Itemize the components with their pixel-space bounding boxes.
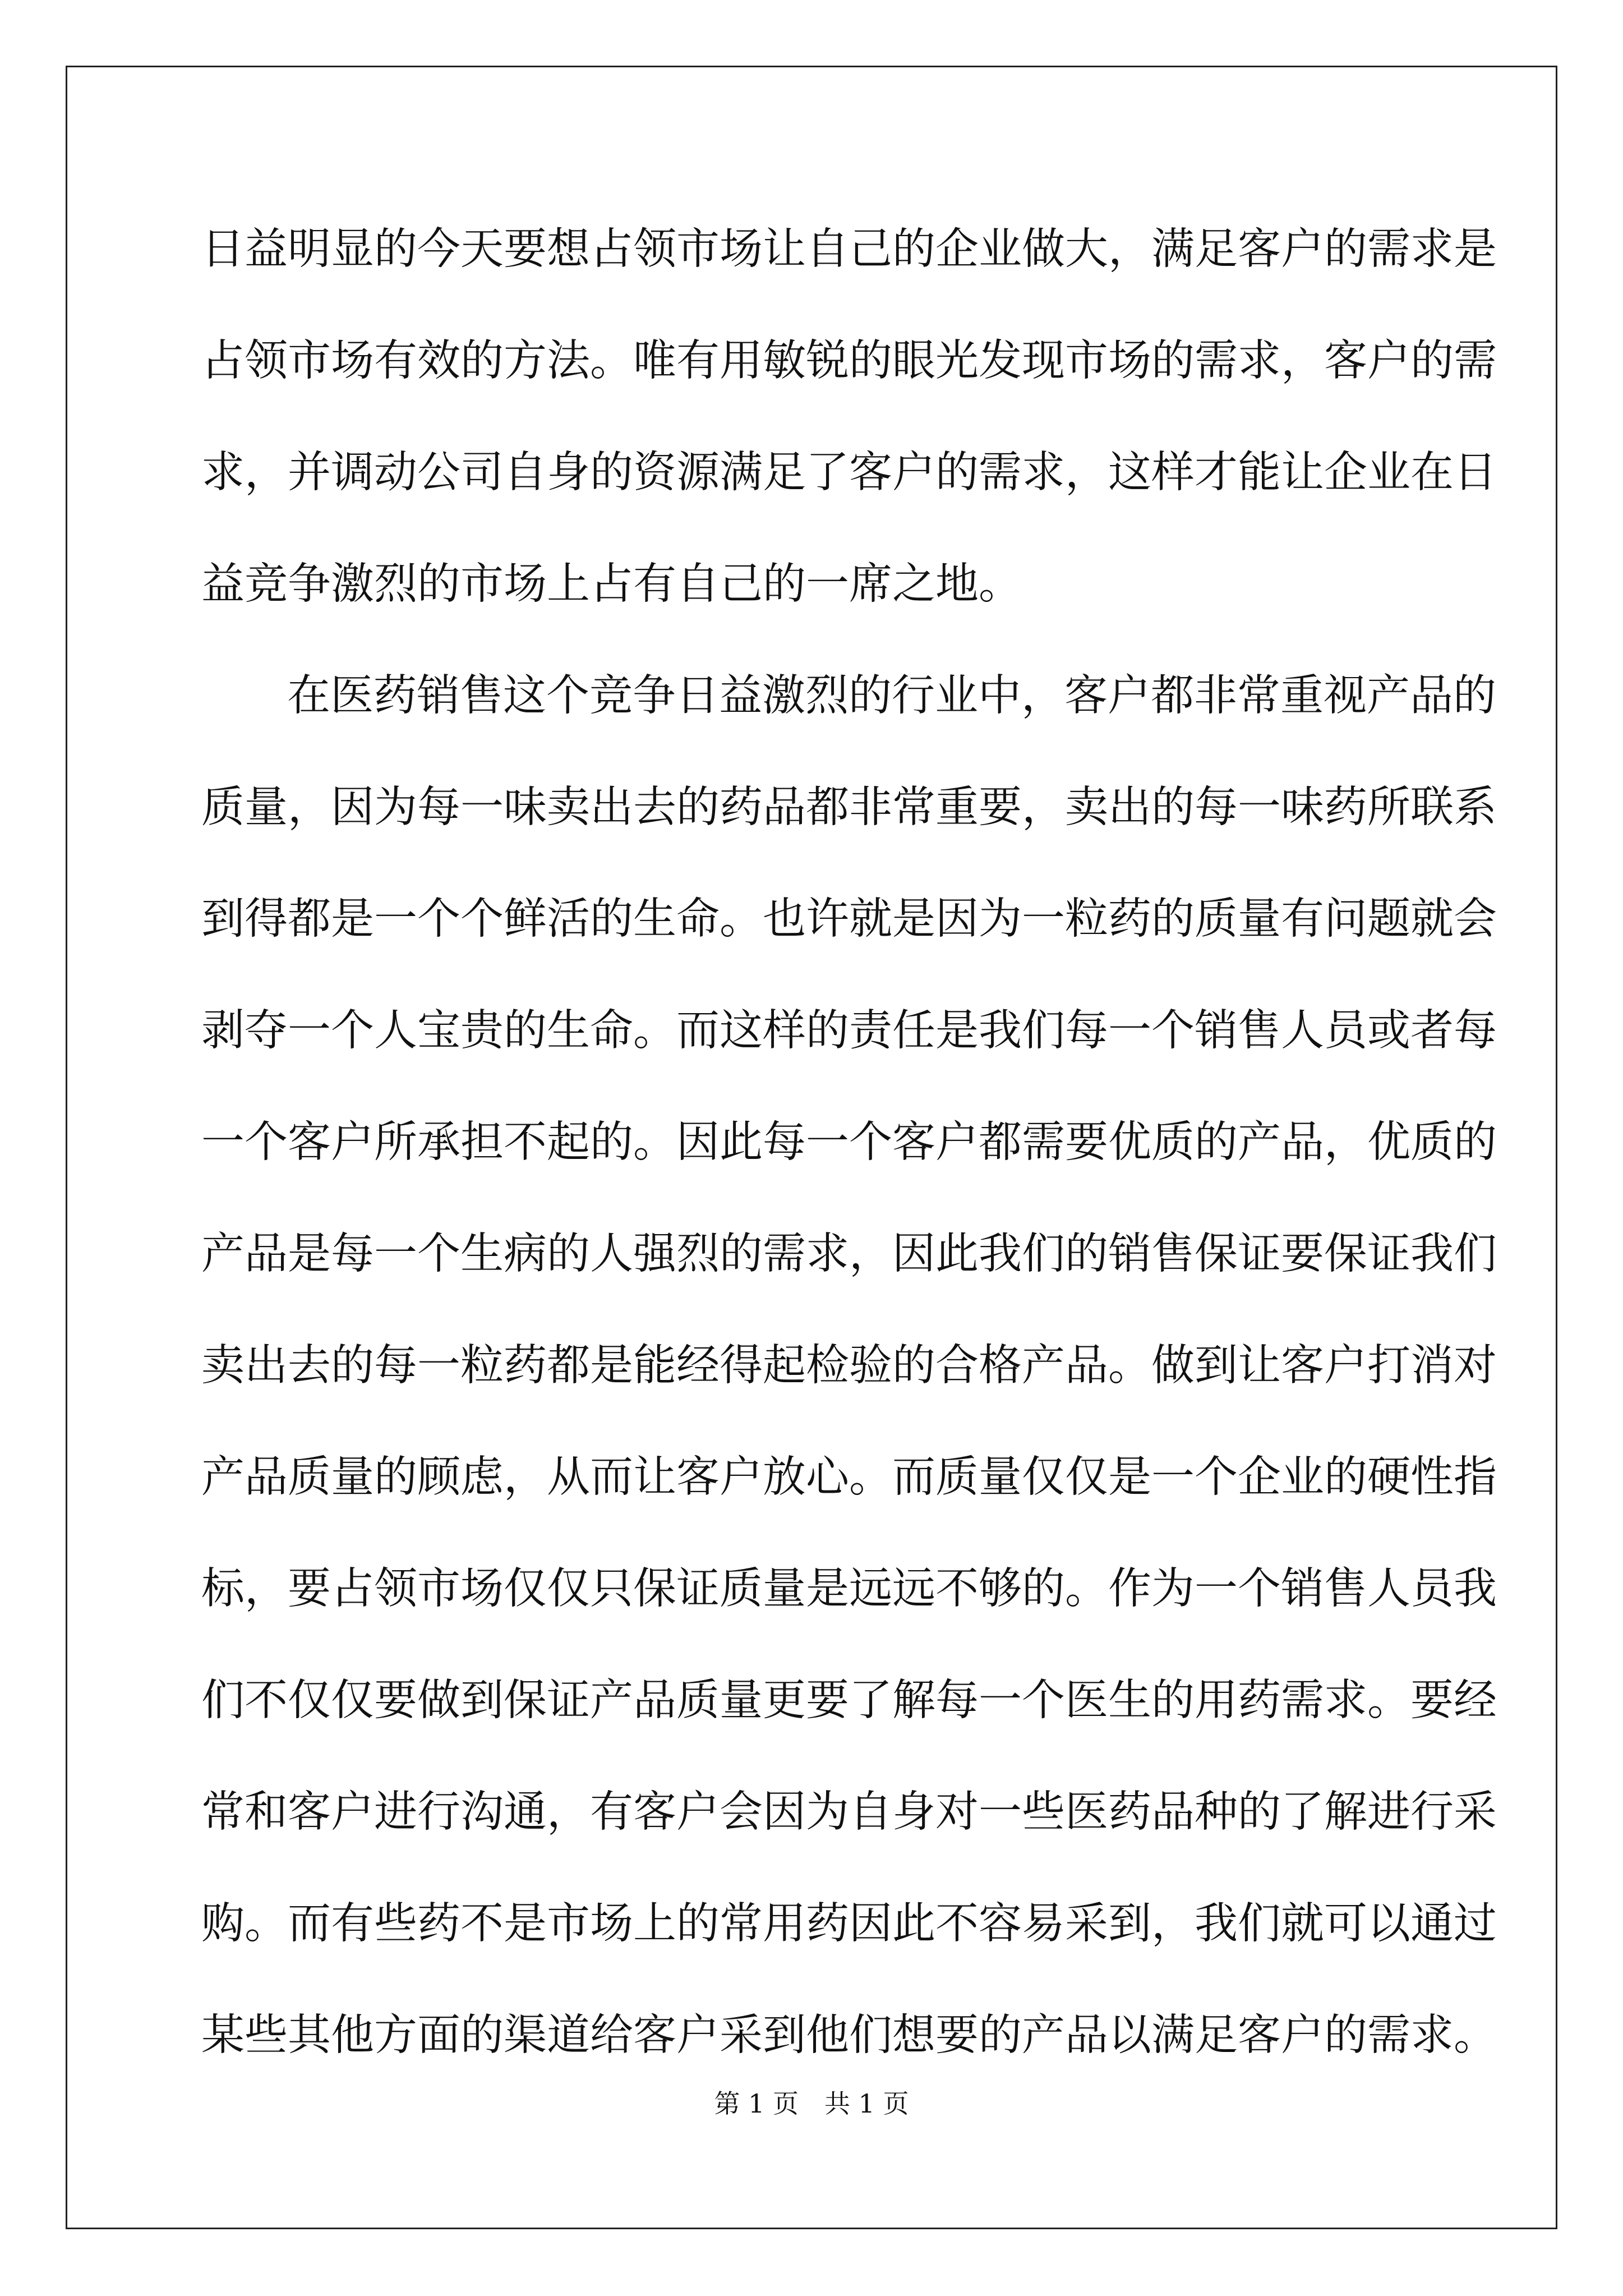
text-line-3: 求，并调动公司自身的资源满足了客户的需求，这样才能让企业在日 [201, 448, 1497, 498]
text-line-4: 益竞争激烈的市场上占有自己的一席之地。 [201, 559, 1022, 609]
text-line-6: 质量，因为每一味卖出去的药品都非常重要，卖出的每一味药所联系 [201, 783, 1497, 832]
text-line-10: 产品是每一个生病的人强烈的需求，因此我们的销售保证要保证我们 [201, 1229, 1497, 1279]
text-line-12: 产品质量的顾虑，从而让客户放心。而质量仅仅是一个企业的硬性指 [201, 1452, 1497, 1502]
text-line-8: 剥夺一个人宝贵的生命。而这样的责任是我们每一个销售人员或者每 [201, 1006, 1497, 1056]
text-line-17: 某些其他方面的渠道给客户采到他们想要的产品以满足客户的需求。 [201, 2010, 1497, 2060]
text-line-14: 们不仅仅要做到保证产品质量更要了解每一个医生的用药需求。要经 [201, 1676, 1497, 1726]
text-line-15: 常和客户进行沟通，有客户会因为自身对一些医药品种的了解进行采 [201, 1787, 1497, 1837]
text-line-9: 一个客户所承担不起的。因此每一个客户都需要优质的产品，优质的 [201, 1117, 1497, 1167]
text-line-11: 卖出去的每一粒药都是能经得起检验的合格产品。做到让客户打消对 [201, 1341, 1497, 1391]
text-line-5: 在医药销售这个竞争日益激烈的行业中，客户都非常重视产品的 [287, 671, 1496, 721]
text-line-2: 占领市场有效的方法。唯有用敏锐的眼光发现市场的需求，客户的需 [201, 336, 1497, 386]
page-footer: 第 1 页 共 1 页 [714, 2088, 909, 2119]
text-line-16: 购。而有些药不是市场上的常用药因此不容易采到，我们就可以通过 [201, 1899, 1497, 1949]
text-line-1: 日益明显的今天要想占领市场让自己的企业做大，满足客户的需求是 [201, 224, 1497, 274]
text-line-13: 标，要占领市场仅仅只保证质量是远远不够的。作为一个销售人员我 [201, 1564, 1497, 1614]
text-line-7: 到得都是一个个鲜活的生命。也许就是因为一粒药的质量有问题就会 [201, 894, 1497, 944]
